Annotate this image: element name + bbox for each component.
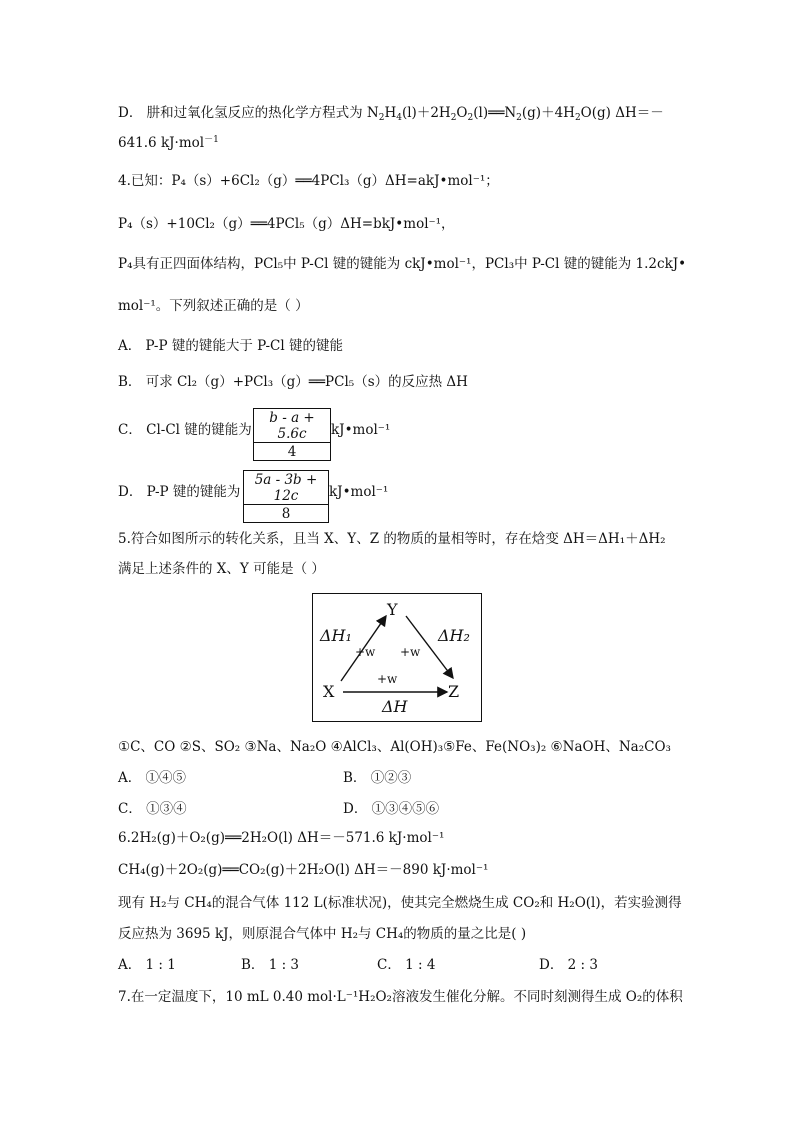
q5-stem-line2: 满足上述条件的 X、Y 可能是（ ）: [118, 561, 325, 577]
q4-option-d-numerator: 5a - 3b + 12c: [244, 471, 328, 505]
q4-stem-line1: 4.已知：P₄（s）+6Cl₂（g）══4PCl₃（g）ΔH=akJ•mol⁻¹；: [118, 173, 499, 189]
q6-equation-2: CH₄(g)＋2O₂(g)══CO₂(g)＋2H₂O(l) ΔH＝－890 kJ·mol⁻¹: [118, 862, 489, 878]
q4-stem-line2: P₄（s）+10Cl₂（g）══4PCl₅（g）ΔH=bkJ•mol⁻¹，: [118, 216, 455, 232]
q6-equation-1: 6.2H₂(g)＋O₂(g)══2H₂O(l) ΔH＝－571.6 kJ·mol⁻¹: [118, 830, 445, 846]
node-z: Z: [448, 682, 460, 701]
label-dh: ΔH: [382, 697, 408, 716]
q4-stem-line4: mol⁻¹。下列叙述正确的是（ ）: [118, 298, 309, 314]
q5-option-b: B． ①②③: [343, 770, 412, 786]
label-w-right: +w: [400, 645, 421, 659]
q5-option-a: A． ①④⑤: [118, 770, 187, 786]
node-y: Y: [387, 600, 398, 619]
q3-option-d-line1: D． 肼和过氧化氢反应的热化学方程式为 $N_2H_4(l)+2H_2O_2(l)══N_2(g)+4H_2O(g)$ ΔH＝－: [118, 105, 664, 123]
q4-option-b: B． 可求 Cl₂（g）+PCl₃（g）══PCl₅（s）的反应热 ΔH: [118, 374, 468, 390]
q4-option-c-unit: kJ•mol⁻¹: [331, 422, 391, 438]
q4-option-c-numerator: b - a + 5.6c: [254, 409, 330, 443]
q4-option-d-unit: kJ•mol⁻¹: [329, 484, 389, 500]
q5-option-c: C． ①③④: [118, 801, 187, 817]
q4-option-d-fraction: [243, 470, 329, 523]
q5-choices: ①C、CO ②S、SO₂ ③Na、Na₂O ④AlCl₃、Al(OH)₃⑤Fe、Fe(NO₃)₂ ⑥NaOH、Na₂CO₃: [118, 739, 671, 755]
q6-stem-line2: 反应热为 3695 kJ，则原混合气体中 H₂与 CH₄的物质的量之比是( ): [118, 926, 527, 942]
q5-stem-line1: 5.符合如图所示的转化关系，且当 X、Y、Z 的物质的量相等时，存在焓变 ΔH＝ΔH₁＋ΔH₂: [118, 531, 666, 547]
q4-option-c-fraction: [253, 408, 331, 461]
q6-stem-line1: 现有 H₂与 CH₄的混合气体 112 L(标准状况)，使其完全燃烧生成 CO₂和 H₂O(l)，若实验测得: [118, 895, 682, 911]
q4-option-d-label: D． P-P 键的键能为: [118, 484, 241, 500]
q6-option-b: B． 1 : 3: [241, 957, 300, 973]
q6-option-d: D． 2 : 3: [539, 957, 598, 973]
node-x: X: [323, 682, 335, 701]
q6-option-a: A． 1 : 1: [118, 957, 176, 973]
label-w-bottom: +w: [377, 672, 398, 686]
q4-option-d-denominator: 8: [281, 506, 291, 522]
q4-option-c-denominator: 4: [287, 444, 297, 460]
q6-option-c: C． 1 : 4: [377, 957, 436, 973]
q4-option-c-label: C． Cl-Cl 键的键能为: [118, 422, 252, 438]
label-dh1: ΔH₁: [320, 626, 352, 645]
label-w-left: +w: [355, 645, 376, 659]
q7-stem-line1: 7.在一定温度下，10 mL 0.40 mol·L⁻¹H₂O₂溶液发生催化分解。不同时刻测得生成 O₂的体积: [118, 989, 683, 1005]
q3-option-d-line2: 641.6 kJ·mol$^{-1}$: [118, 135, 219, 151]
q4-option-a: A． P-P 键的键能大于 P-Cl 键的键能: [118, 338, 343, 354]
q4-stem-line3: P₄具有正四面体结构，PCl₅中 P-Cl 键的键能为 ckJ•mol⁻¹，PCl₃中 P-Cl 键的键能为 1.2ckJ•: [118, 256, 687, 272]
conversion-diagram: [312, 593, 482, 722]
q5-option-d: D． ①③④⑤⑥: [343, 801, 440, 817]
label-dh2: ΔH₂: [438, 626, 470, 645]
